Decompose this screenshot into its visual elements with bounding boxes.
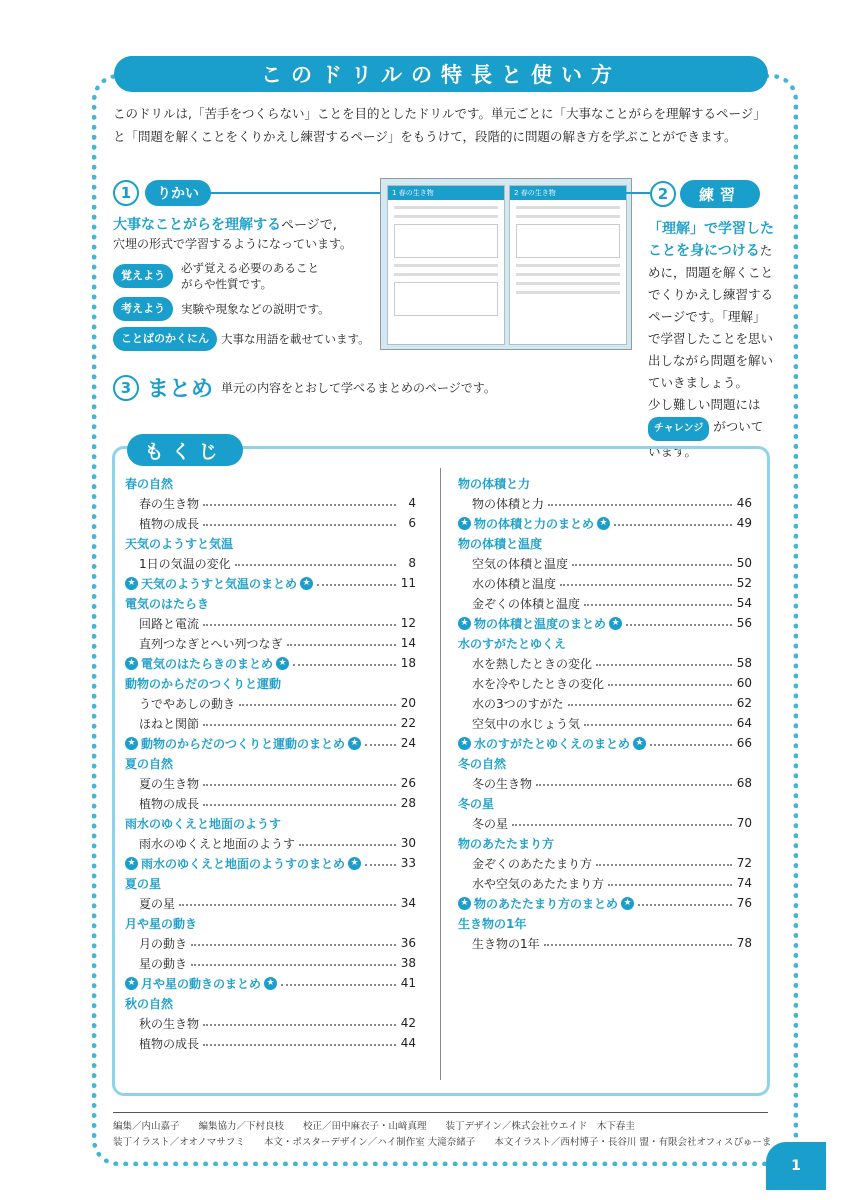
intro-text: このドリルは,「苦手をつくらない」ことを目的としたドリルです。単元ごとに「大事なことがらを理解するページ」 と「問題を解くことをくりかえし練習するページ」をもうけて，段階的に問題の解き方を学ぶことができます。 <box>113 106 766 144</box>
toc-title: もくじ <box>127 434 243 466</box>
toc-page-number: 34 <box>400 896 416 910</box>
toc-unit-heading <box>125 813 416 833</box>
badge-row-oboeyou: 覚えよう 必ず覚える必要のあること がらや性質です。 <box>113 260 319 292</box>
toc-page-number: 54 <box>736 596 752 610</box>
toc-page-number: 50 <box>736 556 752 570</box>
toc-label: 物の体積と力 <box>472 496 545 511</box>
page-number: 1 <box>766 1142 826 1190</box>
section3-header <box>113 372 496 403</box>
toc-label: ほねと関節 <box>139 716 200 731</box>
toc-label: 冬の星 <box>458 796 495 811</box>
toc-label: 水のすがたとゆくえのまとめ <box>474 736 631 751</box>
leader-dots <box>608 884 732 886</box>
toc-label: 1日の気温の変化 <box>139 556 231 571</box>
toc-label: 植物の成長 <box>139 796 200 811</box>
toc-page-number: 41 <box>400 976 416 990</box>
leader-dots <box>608 684 732 686</box>
leader-dots <box>281 984 396 986</box>
leader-dots <box>365 744 396 746</box>
toc-label: 月や星の動きのまとめ <box>141 976 262 991</box>
toc-page-number: 11 <box>400 576 416 590</box>
toc-page-number: 28 <box>400 796 416 810</box>
leader-dots <box>203 504 396 506</box>
toc-label: 冬の星 <box>472 816 509 831</box>
toc-label: 雨水のゆくえと地面のようすのまとめ <box>141 856 346 871</box>
toc-page-number: 18 <box>400 656 416 670</box>
toc-page-number: 52 <box>736 576 752 590</box>
toc-unit-heading <box>458 913 752 933</box>
toc-unit-heading <box>125 993 416 1013</box>
toc-left-column <box>125 473 416 1053</box>
toc-summary-entry <box>458 733 752 753</box>
toc-label: 雨水のゆくえと地面のようす <box>139 836 296 851</box>
toc-label: 生き物の1年 <box>458 916 527 931</box>
leader-dots <box>584 724 732 726</box>
toc-entry <box>458 693 752 713</box>
leader-dots <box>614 524 732 526</box>
toc-label: 夏の生き物 <box>139 776 200 791</box>
toc-entry <box>458 553 752 573</box>
leader-dots <box>650 744 732 746</box>
page-title: このドリルの特長と使い方 <box>114 56 768 92</box>
leader-dots <box>203 1044 396 1046</box>
star-icon: ★ <box>348 857 361 870</box>
section1-subtext: 穴埋の形式で学習するようになっています。 <box>113 237 353 251</box>
star-icon: ★ <box>264 977 277 990</box>
toc-entry <box>125 1033 416 1053</box>
star-icon: ★ <box>125 737 138 750</box>
toc-entry <box>125 693 416 713</box>
star-icon: ★ <box>125 977 138 990</box>
toc-summary-entry <box>458 613 752 633</box>
toc-summary-entry <box>458 893 752 913</box>
leader-dots <box>191 944 396 946</box>
toc-unit-heading <box>458 633 752 653</box>
star-icon: ★ <box>458 517 471 530</box>
toc-page-number: 72 <box>736 856 752 870</box>
toc-divider <box>440 468 441 1080</box>
star-icon: ★ <box>276 657 289 670</box>
toc-label: 春の自然 <box>125 476 174 491</box>
toc-unit-heading <box>458 473 752 493</box>
kangaeyou-badge: 考えよう <box>113 297 173 321</box>
leader-dots <box>293 664 396 666</box>
toc-label: 物のあたたまり方のまとめ <box>474 896 619 911</box>
leader-dots <box>287 644 396 646</box>
section3-number: 3 <box>113 375 139 401</box>
toc-unit-heading <box>458 533 752 553</box>
badge-row-kangaeyou: 考えよう 実験や現象などの説明です。 <box>113 297 330 321</box>
toc-entry <box>125 933 416 953</box>
toc-unit-heading <box>458 793 752 813</box>
toc-page-number: 44 <box>400 1036 416 1050</box>
toc-entry <box>125 553 416 573</box>
toc-unit-heading <box>125 913 416 933</box>
toc-page-number: 14 <box>400 636 416 650</box>
leader-dots <box>536 784 732 786</box>
toc-page-number: 12 <box>400 616 416 630</box>
toc-label: 水や空気のあたたまり方 <box>472 876 605 891</box>
toc-label: 物の体積と温度 <box>458 536 543 551</box>
credits: 編集／内山嘉子 編集協力／下村良枝 校正／田中麻衣子・山﨑真理 装丁デザイン／株式会社ウエイド 木下春圭 装丁イラスト／オオノマサフミ 本文・ポスターデザイン／ハイ制作室 大滝奈緒子 本文イラスト／西村博子・長谷川 盟・有限会社オフィスぴゅーま <box>113 1112 768 1151</box>
leader-dots <box>572 564 732 566</box>
toc-label: 直列つなぎとへい列つなぎ <box>139 636 283 651</box>
toc-entry <box>458 573 752 593</box>
toc-label: 回路と電流 <box>139 616 200 631</box>
matome-label: まとめ <box>147 377 214 402</box>
toc-page-number: 26 <box>400 776 416 790</box>
leader-dots <box>203 724 396 726</box>
toc-page-number: 33 <box>400 856 416 870</box>
section1-header <box>113 180 211 206</box>
toc-label: 動物のからだのつくりと運動のまとめ <box>141 736 346 751</box>
challenge-badge: チャレンジ <box>648 417 709 441</box>
toc-entry <box>458 673 752 693</box>
toc-label: 植物の成長 <box>139 516 200 531</box>
toc-label: 天気のようすと気温 <box>125 536 234 551</box>
toc-page-number: 49 <box>736 516 752 530</box>
star-icon: ★ <box>458 737 471 750</box>
toc-entry <box>125 893 416 913</box>
leader-dots <box>239 704 396 706</box>
toc-label: 物の体積と力のまとめ <box>474 516 595 531</box>
leader-dots <box>235 564 396 566</box>
toc-right-column <box>458 473 752 953</box>
toc-label: 星の動き <box>139 956 188 971</box>
toc-page-number: 66 <box>736 736 752 750</box>
toc-page-number: 68 <box>736 776 752 790</box>
section2-number: 2 <box>650 181 676 207</box>
toc-label: 金ぞくの体積と温度 <box>472 596 581 611</box>
toc-label: 植物の成長 <box>139 1036 200 1051</box>
toc-entry <box>458 873 752 893</box>
toc-summary-entry <box>458 513 752 533</box>
leader-dots <box>365 864 396 866</box>
toc-unit-heading <box>458 753 752 773</box>
toc-label: 物の体積と温度のまとめ <box>474 616 607 631</box>
leader-dots <box>548 504 732 506</box>
toc-entry <box>458 713 752 733</box>
toc-unit-heading <box>125 873 416 893</box>
kotoba-badge: ことばのかくにん <box>113 327 217 351</box>
toc-label: 冬の生き物 <box>472 776 533 791</box>
toc-page-number: 78 <box>736 936 752 950</box>
sample-pages-image <box>380 178 632 350</box>
leader-dots <box>317 584 396 586</box>
section1-number: 1 <box>113 180 139 206</box>
toc-label: 夏の星 <box>125 876 162 891</box>
renshu-pill: 練習 <box>680 180 760 208</box>
star-icon: ★ <box>621 897 634 910</box>
rikai-pill: りかい <box>145 180 211 206</box>
leader-dots <box>203 524 396 526</box>
toc-label: 動物のからだのつくりと運動 <box>125 676 282 691</box>
toc-summary-entry <box>125 733 416 753</box>
section3-text: 単元の内容をとおして学べるまとめのページです。 <box>221 381 496 395</box>
toc-page-number: 64 <box>736 716 752 730</box>
toc-page-number: 8 <box>408 556 416 570</box>
toc-summary-entry <box>125 653 416 673</box>
toc-page-number: 60 <box>736 676 752 690</box>
toc-label: 水の体積と温度 <box>472 576 557 591</box>
toc-entry <box>458 933 752 953</box>
leader-dots <box>596 664 732 666</box>
toc-entry <box>125 633 416 653</box>
sample-page-left: 1 春の生き物 <box>387 185 505 345</box>
toc-label: 金ぞくのあたたまり方 <box>472 856 593 871</box>
star-icon: ★ <box>125 577 138 590</box>
toc-entry <box>125 493 416 513</box>
leader-dots <box>203 804 396 806</box>
star-icon: ★ <box>597 517 610 530</box>
toc-label: 電気のはたらきのまとめ <box>141 656 274 671</box>
leader-dots <box>568 704 732 706</box>
leader-dots <box>191 964 396 966</box>
toc-unit-heading <box>125 593 416 613</box>
toc-entry <box>458 493 752 513</box>
leader-dots <box>203 624 396 626</box>
leader-dots <box>544 944 732 946</box>
section2-header <box>650 180 760 208</box>
star-icon: ★ <box>458 617 471 630</box>
toc-label: 水を冷やしたときの変化 <box>472 676 605 691</box>
toc-label: 秋の自然 <box>125 996 174 1011</box>
leader-dots <box>596 864 732 866</box>
toc-page-number: 38 <box>400 956 416 970</box>
leader-dots <box>626 624 732 626</box>
toc-label: 夏の自然 <box>125 756 174 771</box>
toc-page-number: 36 <box>400 936 416 950</box>
toc-entry <box>125 713 416 733</box>
toc-page-number: 62 <box>736 696 752 710</box>
badge-row-kotoba: ことばのかくにん 大事な用語を載せています。 <box>113 327 370 351</box>
toc-label: 春の生き物 <box>139 496 200 511</box>
toc-entry <box>125 773 416 793</box>
toc-entry <box>125 793 416 813</box>
star-icon: ★ <box>633 737 646 750</box>
toc-entry <box>458 593 752 613</box>
toc-page-number: 6 <box>408 516 416 530</box>
toc-label: 月や星の動き <box>125 916 198 931</box>
toc-page-number: 56 <box>736 616 752 630</box>
toc-label: 秋の生き物 <box>139 1016 200 1031</box>
section1-heading: 大事なことがらを理解するページで, <box>113 217 337 233</box>
toc-entry <box>458 773 752 793</box>
toc-page-number: 4 <box>408 496 416 510</box>
toc-label: 天気のようすと気温のまとめ <box>141 576 298 591</box>
toc-page-number: 24 <box>400 736 416 750</box>
star-icon: ★ <box>348 737 361 750</box>
toc-page-number: 46 <box>736 496 752 510</box>
toc-unit-heading <box>458 833 752 853</box>
toc-entry <box>125 1013 416 1033</box>
toc-page-number: 20 <box>400 696 416 710</box>
toc-page-number: 30 <box>400 836 416 850</box>
toc-label: 水のすがたとゆくえ <box>458 636 567 651</box>
toc-label: 水の3つのすがた <box>472 696 564 711</box>
toc-summary-entry <box>125 853 416 873</box>
leader-dots <box>203 1024 396 1026</box>
sample-page-right: 2 春の生き物 <box>509 185 627 345</box>
toc-summary-entry <box>125 973 416 993</box>
toc-unit-heading <box>125 533 416 553</box>
star-icon: ★ <box>609 617 622 630</box>
star-icon: ★ <box>458 897 471 910</box>
toc-label: 物の体積と力 <box>458 476 531 491</box>
toc-label: 月の動き <box>139 936 188 951</box>
toc-entry <box>125 953 416 973</box>
toc-label: 冬の自然 <box>458 756 507 771</box>
toc-unit-heading <box>125 673 416 693</box>
toc-entry <box>125 513 416 533</box>
toc-label: 電気のはたらき <box>125 596 210 611</box>
toc-label: 生き物の1年 <box>472 936 540 951</box>
toc-unit-heading <box>125 473 416 493</box>
toc-unit-heading <box>125 753 416 773</box>
toc-page-number: 70 <box>736 816 752 830</box>
toc-label: 物のあたたまり方 <box>458 836 555 851</box>
section2-text: 「理解」で学習した ことを身につけるために，問題を解くことでくりかえし練習するページです。「理解」で学習したことを思い出しながら問題を解いていきましょう。 少し難しい問題には チャレンジ がついています。 <box>648 221 774 459</box>
leader-dots <box>560 584 732 586</box>
toc-summary-entry <box>125 573 416 593</box>
leader-dots <box>299 844 396 846</box>
connector-line-2 <box>620 192 650 194</box>
star-icon: ★ <box>125 657 138 670</box>
leader-dots <box>179 904 396 906</box>
star-icon: ★ <box>125 857 138 870</box>
toc-label: うでやあしの動き <box>139 696 236 711</box>
leader-dots <box>638 904 732 906</box>
toc-label: 水を熱したときの変化 <box>472 656 593 671</box>
toc-page-number: 58 <box>736 656 752 670</box>
toc-label: 空気の体積と温度 <box>472 556 569 571</box>
toc-entry <box>458 653 752 673</box>
leader-dots <box>512 824 732 826</box>
toc-entry <box>125 613 416 633</box>
star-icon: ★ <box>300 577 313 590</box>
toc-entry <box>458 813 752 833</box>
leader-dots <box>584 604 732 606</box>
connector-line-1 <box>210 192 396 194</box>
toc-label: 雨水のゆくえと地面のようす <box>125 816 282 831</box>
toc-entry <box>458 853 752 873</box>
toc-page-number: 42 <box>400 1016 416 1030</box>
toc-page-number: 22 <box>400 716 416 730</box>
toc-label: 夏の星 <box>139 896 176 911</box>
leader-dots <box>203 784 396 786</box>
toc-label: 空気中の水じょう気 <box>472 716 581 731</box>
oboeyou-badge: 覚えよう <box>113 264 173 288</box>
toc-entry <box>125 833 416 853</box>
toc-page-number: 76 <box>736 896 752 910</box>
toc-page-number: 74 <box>736 876 752 890</box>
